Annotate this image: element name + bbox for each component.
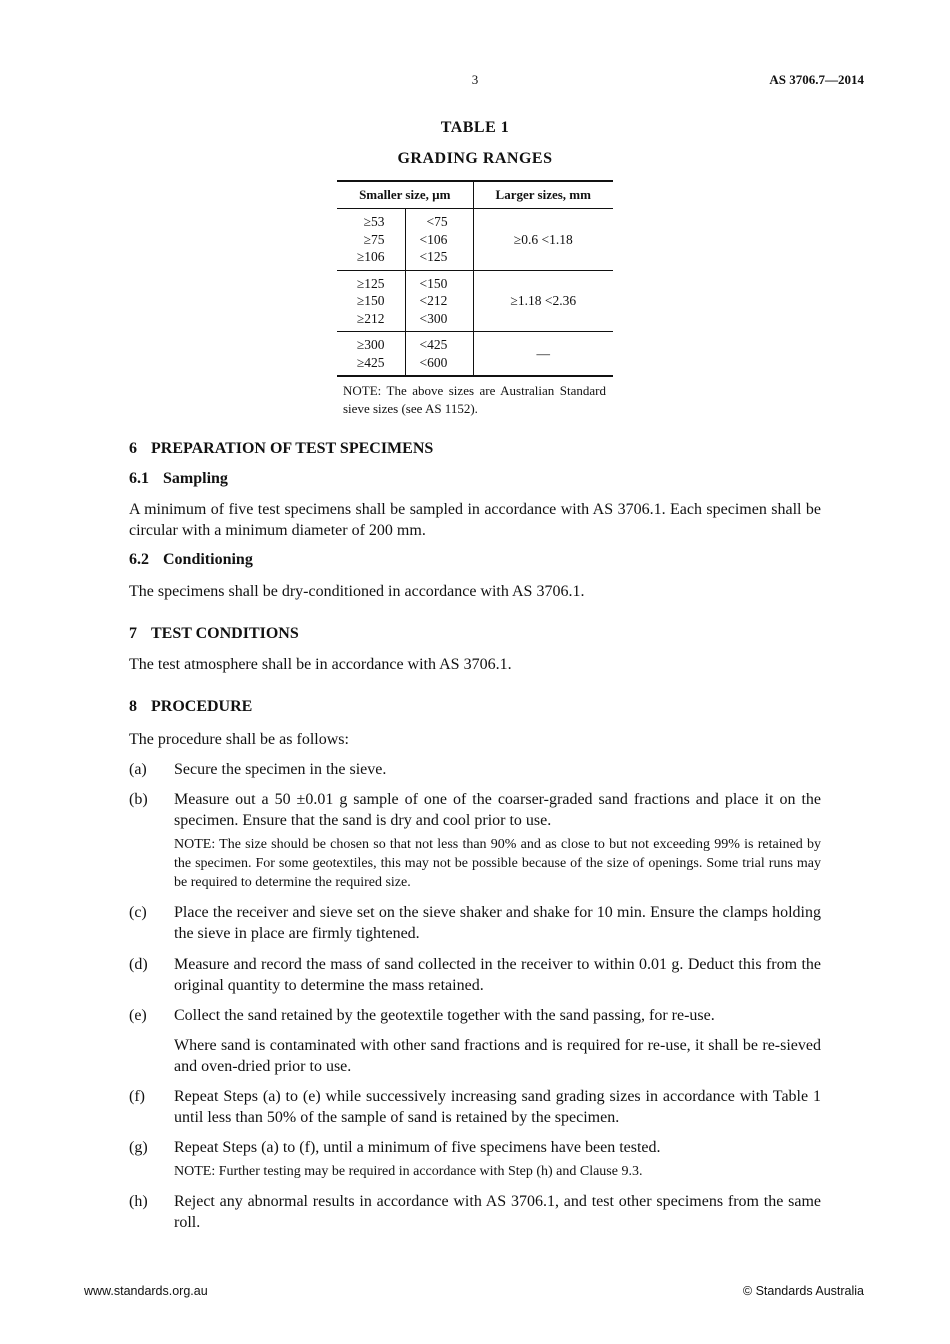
clause-number: 6.1 bbox=[129, 470, 149, 487]
section-title: PREPARATION OF TEST SPECIMENS bbox=[151, 440, 434, 457]
item-text: Secure the specimen in the sieve. bbox=[174, 761, 387, 778]
section-title: PROCEDURE bbox=[151, 698, 253, 715]
min-size: ≥212 bbox=[356, 310, 385, 326]
table-row-group bbox=[337, 209, 613, 271]
max-size: <106 bbox=[419, 231, 448, 247]
section-number: 8 bbox=[129, 698, 137, 715]
item-text: Place the receiver and sieve set on the sieve shaker and shake for 10 min. Ensure the clamps holding the sieve in place are firmly tightened. bbox=[174, 904, 821, 942]
item-label: (h) bbox=[129, 1193, 148, 1210]
column-header-larger-sizes: Larger sizes, mm bbox=[473, 181, 613, 209]
item-label: (c) bbox=[129, 904, 147, 921]
item-note: NOTE: The size should be chosen so that not less than 90% and as close to but not exceeding 99% is retained by the specimen. For some geotextiles, this may not be possible because of the size of openings. Some trial runs may be required to determine the required size. bbox=[174, 837, 821, 890]
min-size: ≥125 bbox=[356, 275, 385, 291]
min-size: ≥75 bbox=[363, 231, 385, 247]
item-note: NOTE: Further testing may be required in accordance with Step (h) and Clause 9.3. bbox=[174, 1164, 643, 1179]
table-row-group bbox=[337, 332, 613, 377]
item-text: Reject any abnormal results in accordance with AS 3706.1, and test other specimens from the same roll. bbox=[174, 1193, 821, 1231]
footer-website[interactable]: www.standards.org.au bbox=[84, 1284, 208, 1298]
page-number: 3 bbox=[471, 72, 479, 87]
clause-number: 6.2 bbox=[129, 551, 149, 568]
grading-ranges-table bbox=[337, 180, 613, 377]
clause-6-2-text: The specimens shall be dry-conditioned in accordance with AS 3706.1. bbox=[129, 583, 585, 600]
larger-size-range: ≥0.6 <1.18 bbox=[473, 209, 613, 271]
max-size: <150 bbox=[419, 275, 448, 291]
min-size: ≥106 bbox=[356, 249, 385, 264]
item-text: Repeat Steps (a) to (e) while successively increasing sand grading sizes in accordance with Table 1 until less than 50% of the sample of sand is retained by the specimen. bbox=[174, 1088, 821, 1126]
item-label: (a) bbox=[129, 761, 147, 778]
item-text: Measure out a 50 ±0.01 g sample of one of the coarser-graded sand fractions and place it on the specimen. Ensure that the sand is dry and cool prior to use. bbox=[174, 791, 821, 829]
table-caption-title: GRADING RANGES bbox=[397, 150, 553, 167]
section-number: 7 bbox=[129, 625, 137, 642]
section-6-heading bbox=[129, 440, 433, 458]
item-extra-text: Where sand is contaminated with other sand fractions and is required for re-use, it shall be re-sieved and oven-dried prior to use. bbox=[174, 1037, 821, 1075]
procedure-intro: The procedure shall be as follows: bbox=[129, 731, 349, 748]
section-title: TEST CONDITIONS bbox=[151, 625, 299, 642]
table-row-group bbox=[337, 270, 613, 332]
clause-title: Sampling bbox=[163, 470, 228, 487]
item-label: (b) bbox=[129, 791, 148, 808]
footer-copyright: © Standards Australia bbox=[742, 1284, 864, 1298]
clause-6-2-heading bbox=[129, 551, 253, 569]
item-label: (g) bbox=[129, 1139, 148, 1156]
section-8-heading bbox=[129, 698, 252, 716]
max-size: <125 bbox=[419, 249, 448, 264]
max-size: <75 bbox=[426, 214, 448, 229]
section-number: 6 bbox=[129, 440, 137, 457]
max-size: <212 bbox=[419, 293, 448, 308]
section-7-heading bbox=[129, 625, 299, 643]
min-size: ≥425 bbox=[356, 354, 385, 370]
min-size: ≥300 bbox=[356, 337, 385, 352]
item-text: Collect the sand retained by the geotextile together with the sand passing, for re-use. bbox=[174, 1007, 715, 1024]
larger-size-range: — bbox=[473, 332, 613, 377]
larger-size-range: ≥1.18 <2.36 bbox=[473, 270, 613, 332]
clause-6-1-heading bbox=[129, 470, 228, 488]
max-size: <600 bbox=[419, 354, 448, 370]
standard-number: AS 3706.7—2014 bbox=[769, 72, 864, 87]
item-label: (d) bbox=[129, 956, 148, 973]
min-size: ≥53 bbox=[363, 214, 385, 229]
min-size: ≥150 bbox=[356, 293, 385, 308]
max-size: <300 bbox=[419, 310, 448, 326]
item-label: (f) bbox=[129, 1088, 145, 1105]
section-7-text: The test atmosphere shall be in accordance with AS 3706.1. bbox=[129, 656, 512, 673]
item-text: Repeat Steps (a) to (f), until a minimum of five specimens have been tested. bbox=[174, 1139, 661, 1156]
table-note: NOTE: The above sizes are Australian Standard sieve sizes (see AS 1152). bbox=[343, 383, 606, 416]
clause-6-1-text: A minimum of five test specimens shall be sampled in accordance with AS 3706.1. Each specimen shall be circular with a minimum diameter of 200 mm. bbox=[129, 501, 821, 539]
max-size: <425 bbox=[419, 337, 448, 352]
column-header-smaller-size: Smaller size, µm bbox=[337, 181, 473, 209]
item-text: Measure and record the mass of sand collected in the receiver to within 0.01 g. Deduct this from the original quantity to determine the mass retained. bbox=[174, 956, 821, 994]
table-caption-number: TABLE 1 bbox=[440, 119, 510, 136]
clause-title: Conditioning bbox=[163, 551, 253, 568]
item-label: (e) bbox=[129, 1007, 147, 1024]
